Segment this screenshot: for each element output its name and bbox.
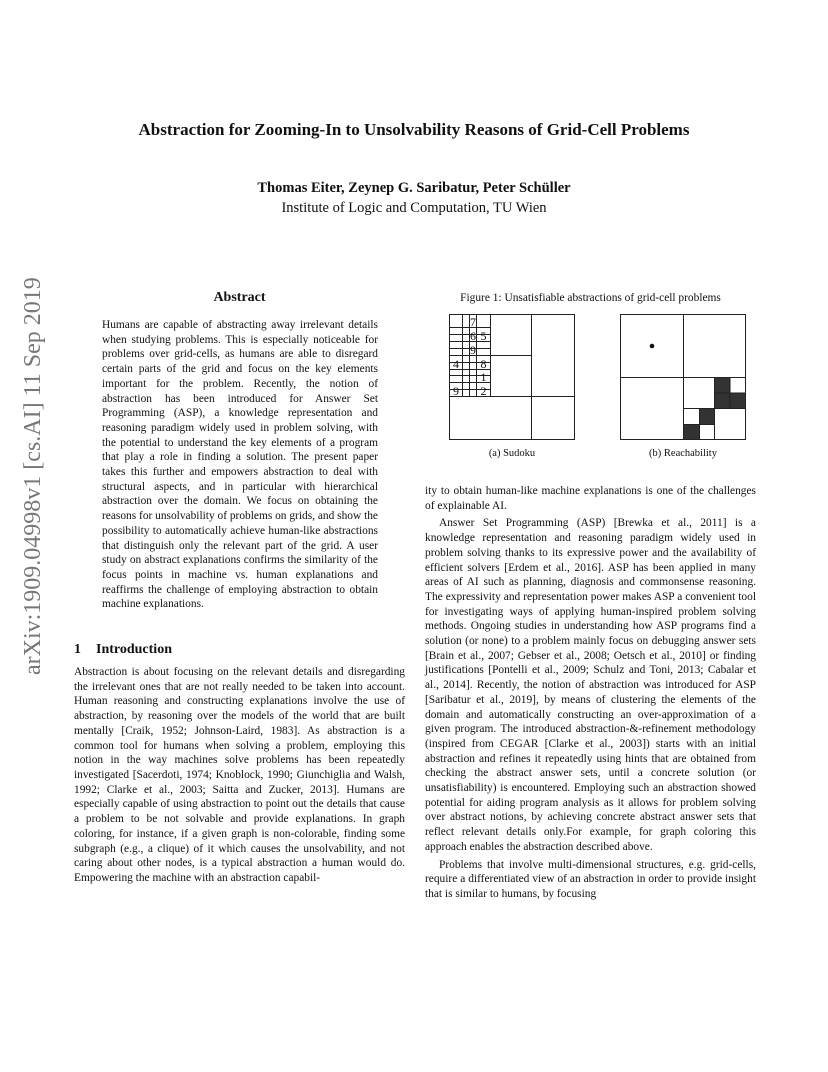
paper-title: Abstraction for Zooming-In to Unsolvability Reasons of Grid-Cell Problems	[138, 120, 690, 139]
left-column	[74, 290, 405, 886]
sudoku-digit: 6	[470, 329, 476, 343]
sudoku-digit: 5	[480, 329, 487, 343]
affiliation: Institute of Logic and Computation, TU Wien	[281, 200, 547, 216]
sudoku-grid	[449, 314, 575, 440]
reachability-grid	[620, 314, 746, 440]
arxiv-identifier: arXiv:1909.04998v1 [cs.AI] 11 Sep 2019	[20, 277, 46, 675]
sudoku-digit: 4	[453, 357, 459, 371]
abstract-text: Humans are capable of abstracting away irrelevant details when studying problems. This is especially noticeable for problems over grid-cells, as humans are able to disregard certain parts of the grid and focus on the key elements important for the problem. Recently, the notion of abstraction has been introduced for Answer Set Programming (ASP), a knowledge representation and reasoning paradigm widely used in problem solving, with the potential to understand the key elements of a program that play a role in finding a solution. The present paper takes this further and empowers abstraction to deal with structural aspects, and in particular with hierarchical abstraction over the domain. We focus on obtaining the reasons for unsolvability of problems on grids, and show the possibility to automatically achieve human-like abstractions that distinguish only the relevant part of the grid. A user study on abstract explanations confirms the similarity of the focus points in machine vs. human explanations and reaffirms the challenge of employing abstraction to obtain machine explanations.	[102, 319, 378, 611]
start-point-marker	[650, 344, 655, 349]
sudoku-digit: 2	[480, 384, 487, 398]
grid-problems-paragraph: Problems that involve multi-dimensional structures, e.g. grid-cells, require a differentiated view of an abstraction in order to provide insight that is similar to humans, by focusing	[425, 858, 756, 900]
figure-caption: Figure 1: Unsatisfiable abstractions of grid-cell problems	[460, 292, 721, 304]
intro-paragraph-continued: ity to obtain human-like machine explanations is one of the challenges of explainable AI.	[425, 485, 756, 512]
abstract-heading: Abstract	[213, 290, 266, 305]
sudoku-digit: 8	[480, 357, 487, 371]
sudoku-digit: 9	[453, 384, 459, 398]
author-list: Thomas Eiter, Zeynep G. Saribatur, Peter Schüller	[257, 180, 571, 196]
subfigure-sudoku	[449, 314, 575, 459]
sudoku-digit: 9	[470, 343, 476, 357]
subfigure-reachability	[620, 314, 746, 459]
figure-1	[425, 314, 756, 484]
introduction-paragraph: Abstraction is about focusing on the relevant details and disregarding the irrelevant ones that are not really needed to be taken into account. Human reasoning and constructing explanations involve the use of abstraction, by reasoning over the models of the world that are built mentally [Craik, 1952; Johnson-Laird, 1983]. As abstraction is a common tool for humans when solving a problem, employing this notion in the way machines solve problems has been repeatedly investigated [Sacerdoti, 1974; Knoblock, 1990; Giunchiglia and Walsh, 1992; Clarke et al., 2003; Saitta and Zucker, 2013]. Humans are especially capable of using abstraction to point out the details that cause a problem to be not solvable and provide explanations. In graph coloring, for instance, if a given graph is non-colorable, finding some subgraph (e.g., a clique) of it which causes the unsolvability, and not caring about other nodes, is a typical abstraction a human would do. Empowering the machine with an abstraction capabil-	[74, 666, 405, 884]
subfigure-label-reachability: (b) Reachability	[649, 448, 717, 459]
section-heading-introduction	[74, 642, 405, 658]
arxiv-stamp	[20, 277, 50, 675]
section-number: 1	[74, 642, 81, 658]
sudoku-digit: 1	[480, 370, 487, 384]
sudoku-digit: 7	[470, 315, 476, 329]
section-title: Introduction	[96, 642, 172, 658]
asp-paragraph: Answer Set Programming (ASP) [Brewka et al., 2011] is a knowledge representation and reasoning paradigm widely used in problem solving thanks to its expressive power and the availability of efficient solvers [Erdem et al., 2016]. ASP has been applied in many areas of AI such as planning, diagnosis and commonsense reasoning. The expressivity and representation power makes ASP a convenient tool for investigating ways of applying human-inspired problem solving methods. Ongoing studies in understanding how ASP programs find a solution (or none) to a problem mainly focus on debugging answer sets [Brain et al., 2007; Gebser et al., 2008; Oetsch et al., 2010] or finding justifications [Pontelli et al., 2009; Schulz and Toni, 2013; Cabalar et al., 2014]. Recently, the notion of abstraction was introduced for ASP [Saribatur et al., 2019], by means of clustering the elements of the domain and automatically constructing an over-approximation of a given program. The introduced abstraction-&-refinement methodology (inspired from CEGAR [Clarke et al., 2003]) starts with an initial abstraction and refines it repeatedly using hints that are obtained from checking the abstract answer sets, until a concrete solution (or unsatisfiability) is encountered. Employing such an abstraction showed potential for aiding program analysis as it allows for problem solving over abstract notions, by achieving concrete abstract answer sets that reflect relevant details only.For example, for graph coloring this approach enables the abstraction described above.	[425, 517, 756, 853]
subfigure-label-sudoku: (a) Sudoku	[488, 448, 536, 459]
right-column	[425, 290, 756, 902]
